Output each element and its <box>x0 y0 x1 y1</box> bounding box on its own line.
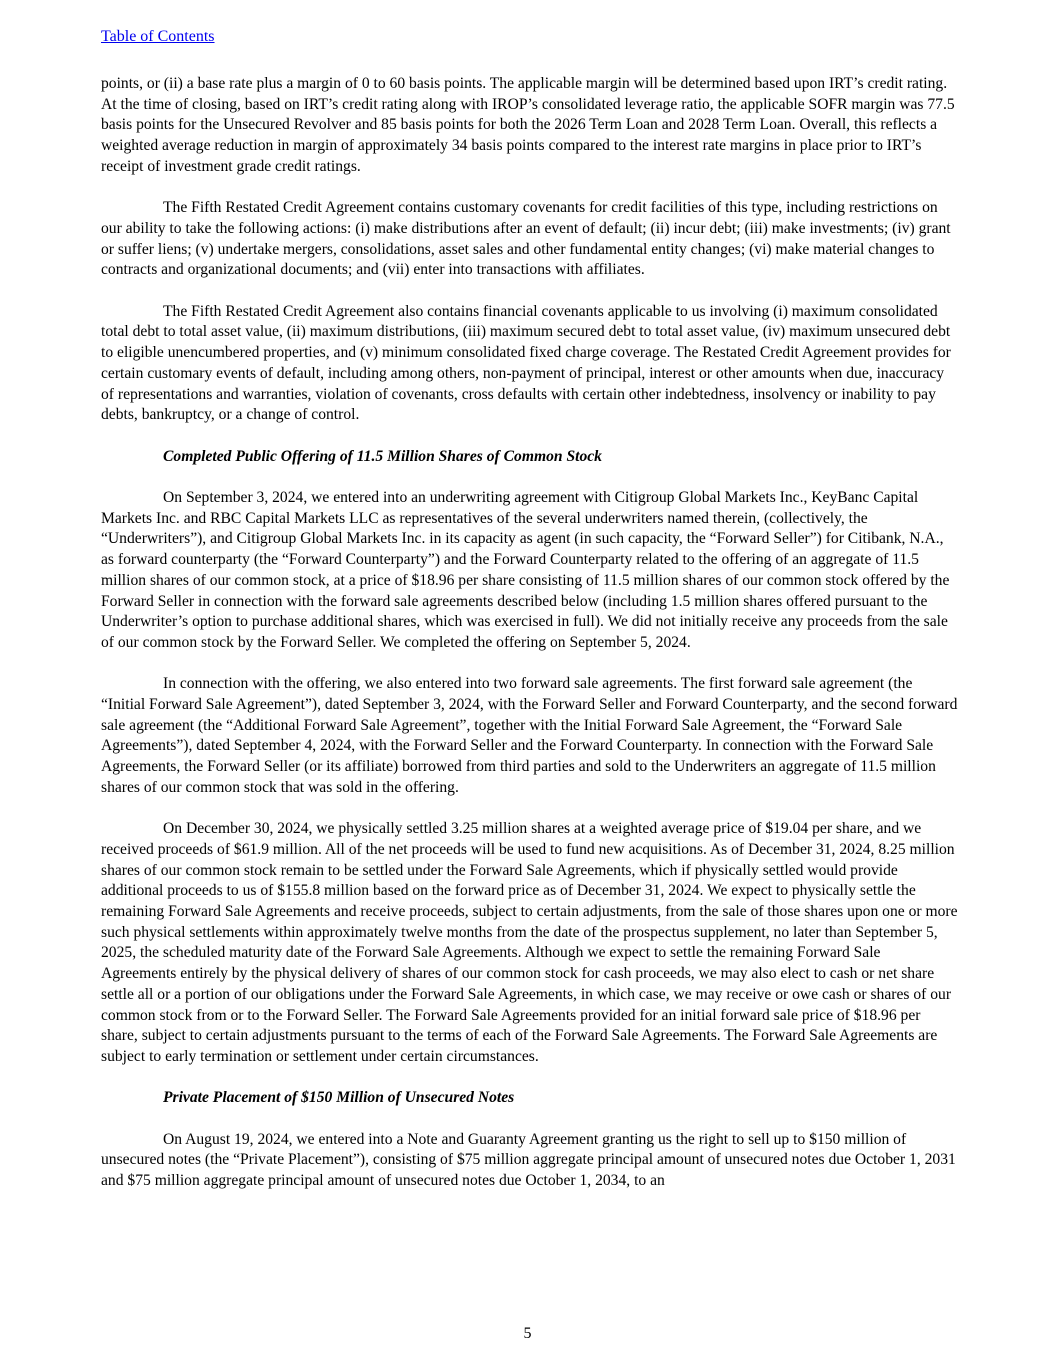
paragraph-underwriting-agreement: On September 3, 2024, we entered into an underwriting agreement with Citigroup Global Markets Inc., KeyBanc Capital Markets Inc. and RBC Capital Markets LLC as representatives of the several underwriters named therein, (collectively, the “Underwriters”), and Citigroup Global Markets Inc. in its capacity as agent (in such capacity, the “Forward Seller”) for Citibank, N.A., as forward counterparty (the “Forward Counterparty”) and the Forward Counterparty related to the offering of an aggregate of 11.5 million shares of our common stock, at a price of $18.96 per share consisting of 11.5 million shares of our common stock offered by the Forward Seller in connection with the forward sale agreements described below (including 1.5 million shares offered pursuant to the Underwriter’s option to purchase additional shares, which was exercised in full). We did not initially receive any proceeds from the sale of our common stock by the Forward Seller. We completed the offering on September 5, 2024. <box>101 489 950 651</box>
paragraph-credit-margin: points, or (ii) a base rate plus a margin of 0 to 60 basis points. The applicable margin will be determined based upon IRT’s credit rating. At the time of closing, based on IRT’s credit rating along with IROP’s consolidated leverage ratio, the applicable SOFR margin was 77.5 basis points for the Unsecured Revolver and 85 basis points for both the 2026 Term Loan and 2028 Term Loan. Overall, this reflects a weighted average reduction in margin of approximately 34 basis points compared to the interest rate margins in place prior to IRT’s receipt of investment grade credit ratings. <box>101 75 955 175</box>
document-body <box>101 74 958 1213</box>
paragraph-covenants: The Fifth Restated Credit Agreement contains customary covenants for credit facilities of this type, including restrictions on our ability to take the following actions: (i) make distributions after an event of default; (ii) incur debt; (iii) make investments; (iv) grant or suffer liens; (v) undertake mergers, consolidations, asset sales and other fundamental entity changes; (vi) make material changes to contracts and organizational documents; and (vii) enter into transactions with affiliates. <box>101 199 951 279</box>
paragraph-financial-covenants: The Fifth Restated Credit Agreement also contains financial covenants applicable to us involving (i) maximum consolidated total debt to total asset value, (ii) maximum distributions, (iii) maximum secured debt to total asset value, (iv) maximum unsecured debt to eligible unencumbered properties, and (v) minimum consolidated fixed charge coverage. The Restated Credit Agreement provides for certain customary events of default, including among others, non-payment of principal, interest or other amounts when due, inaccuracy of representations and warranties, violation of covenants, cross defaults with certain other indebtedness, insolvency or inability to pay debts, bankruptcy, or a change of control. <box>101 302 951 424</box>
paragraph-physical-settlement: On December 30, 2024, we physically settled 3.25 million shares at a weighted average price of $19.04 per share, and we received proceeds of $61.9 million. All of the net proceeds will be used to fund new acquisitions. As of December 31, 2024, 8.25 million shares of our common stock remain to be settled under the Forward Sale Agreements, which if physically settled would provide additional proceeds to us of $155.8 million based on the forward price as of December 31, 2024. We expect to physically settle the remaining Forward Sale Agreements and receive proceeds, subject to certain adjustments, from the sale of those shares upon one or more such physical settlements within approximately twelve months from the date of the prospectus supplement, no later than September 5, 2025, the scheduled maturity date of the Forward Sale Agreements. Although we expect to settle the remaining Forward Sale Agreements entirely by the physical delivery of shares of our common stock for cash proceeds, we may also elect to cash or net share settle all or a portion of our obligations under the Forward Sale Agreements, in which case, we may receive or owe cash or shares of our common stock from or to the Forward Seller. The Forward Sale Agreements provided for an initial forward sale price of $18.96 per share, subject to certain adjustments pursuant to the terms of each of the Forward Sale Agreements. The Forward Sale Agreements are subject to early termination or settlement under certain circumstances. <box>101 820 958 1065</box>
section-heading-public-offering: Completed Public Offering of 11.5 Million Shares of Common Stock <box>163 447 602 465</box>
paragraph-note-guaranty-agreement: On August 19, 2024, we entered into a Note and Guaranty Agreement granting us the right to sell up to $150 million of unsecured notes (the “Private Placement”), consisting of $75 million aggregate principal amount of unsecured notes due October 1, 2031 and $75 million aggregate principal amount of unsecured notes due October 1, 2034, to an <box>101 1130 956 1190</box>
section-heading-private-placement: Private Placement of $150 Million of Unsecured Notes <box>163 1089 515 1107</box>
page-number: 5 <box>523 1325 532 1342</box>
table-of-contents-link[interactable]: Table of Contents <box>101 28 215 45</box>
paragraph-forward-sale-agreements: In connection with the offering, we also entered into two forward sale agreements. The first forward sale agreement (the “Initial Forward Sale Agreement”), dated September 3, 2024, with the Forward Seller and Forward Counterparty, and the second forward sale agreement (the “Additional Forward Sale Agreement”, together with the Initial Forward Sale Agreement, the “Forward Sale Agreements”), dated September 4, 2024, with the Forward Seller and the Forward Counterparty. In connection with the Forward Sale Agreements, the Forward Seller (or its affiliate) borrowed from third parties and sold to the Underwriters an aggregate of 11.5 million shares of our common stock that was sold in the offering. <box>101 675 958 796</box>
